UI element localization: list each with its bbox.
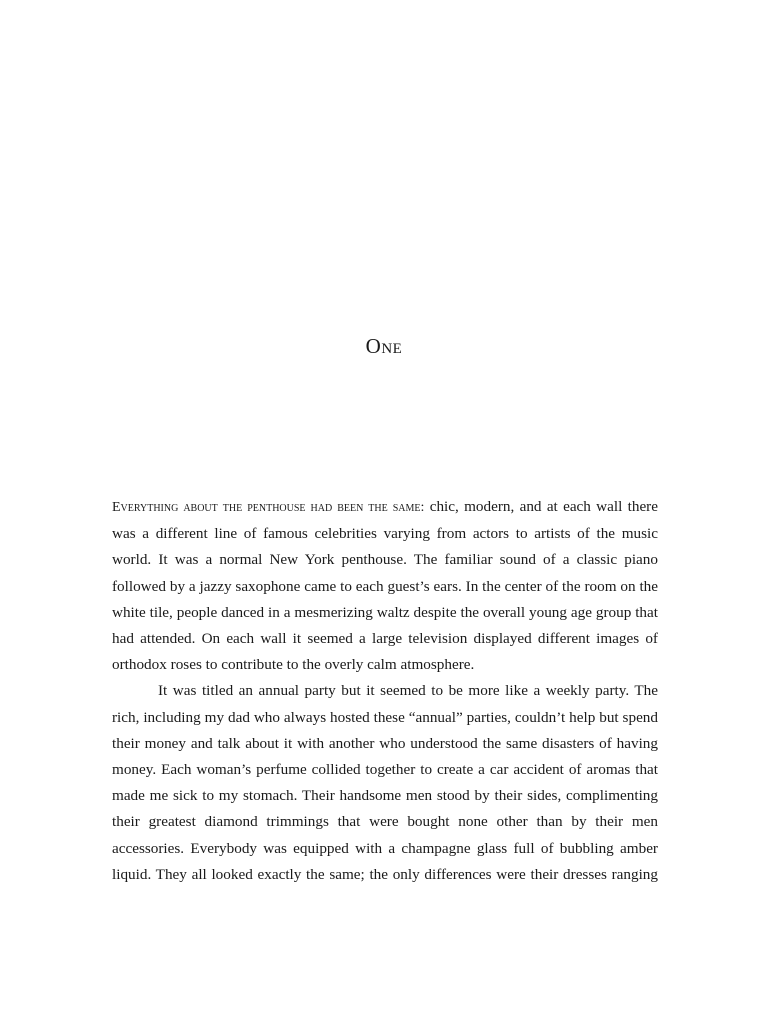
paragraph-line: was a different line of famous celebrities varying from actors to artists of the music	[112, 525, 658, 543]
paragraph-line: liquid. They all looked exactly the same; the only differences were their dresses ranging	[112, 865, 658, 883]
paragraph-line: orthodox roses to contribute to the overly calm atmosphere.	[112, 656, 475, 674]
paragraph-line: white tile, people danced in a mesmerizing waltz despite the overall young age group that	[112, 603, 658, 621]
line-text: chic, modern, and at each wall there	[429, 498, 658, 515]
paragraph-line: had attended. On each wall it seemed a large television displayed different images of	[112, 630, 658, 648]
paragraph-line-1	[112, 494, 658, 521]
paragraph-line: accessories. Everybody was equipped with a champagne glass full of bubbling amber	[112, 839, 658, 857]
paragraph-line: their greatest diamond trimmings that were bought none other than by their men	[112, 813, 658, 831]
paragraph-line: world. It was a normal New York penthouse. The familiar sound of a classic piano	[112, 551, 658, 569]
paragraph-line: made me sick to my stomach. Their handsome men stood by their sides, complimenting	[112, 787, 658, 805]
paragraph-line-indented: It was titled an annual party but it seemed to be more like a weekly party. The	[158, 682, 658, 700]
paragraph-line: their money and talk about it with another who understood the same disasters of having	[112, 734, 658, 752]
paragraph-line: rich, including my dad who always hosted these “annual” parties, couldn’t help but spend	[112, 708, 658, 726]
chapter-body	[112, 494, 658, 888]
paragraph-line: money. Each woman’s perfume collided together to create a car accident of aromas that	[112, 761, 658, 779]
lead-in-smallcaps: Everything about the penthouse had been the same:	[112, 500, 425, 515]
chapter-title: One	[365, 334, 403, 358]
paragraph-line: followed by a jazzy saxophone came to each guest’s ears. In the center of the room on the	[112, 577, 658, 595]
